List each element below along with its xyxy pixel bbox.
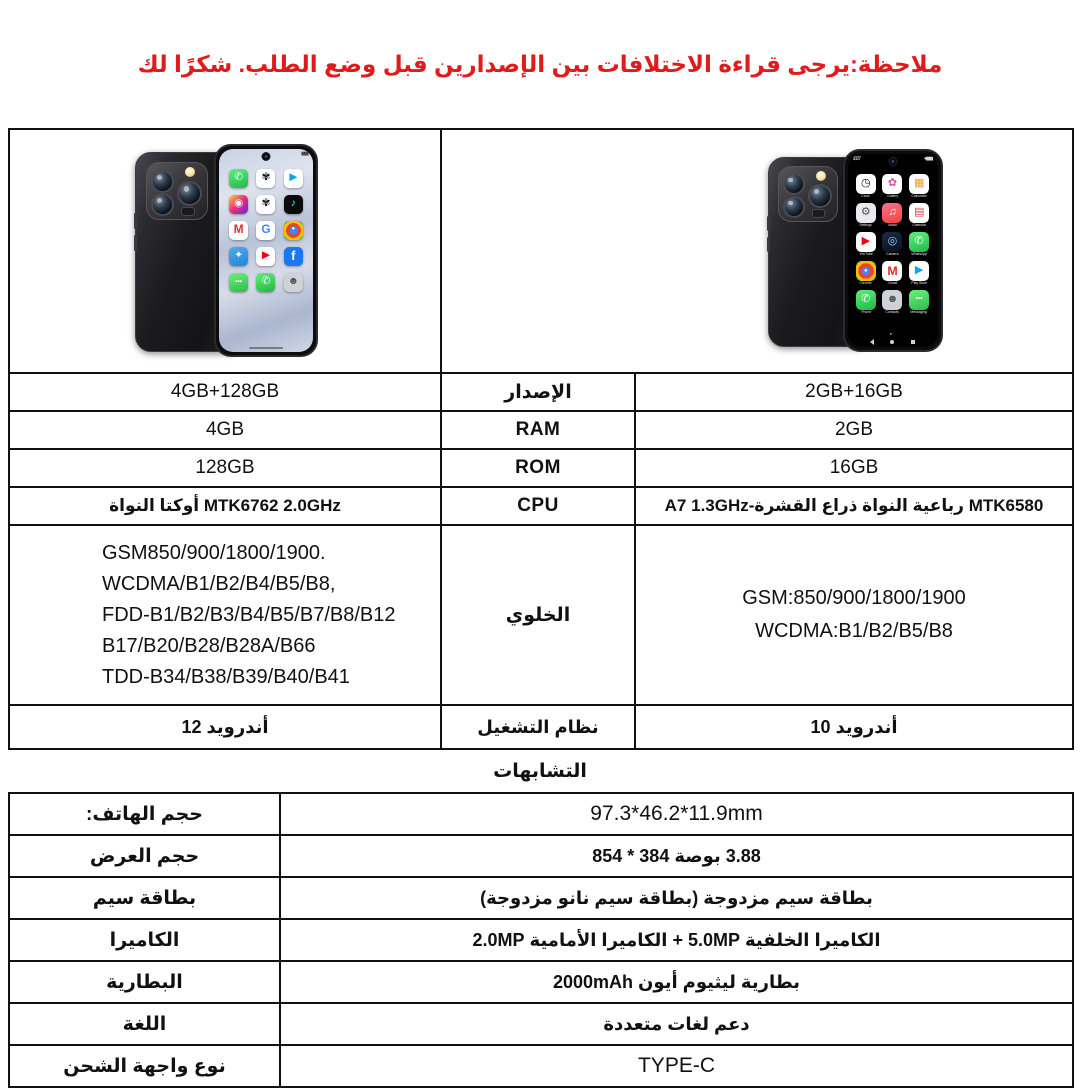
back-button-icon[interactable] <box>870 339 874 345</box>
app-item[interactable] <box>906 203 933 228</box>
app-label: YouTube <box>859 252 873 257</box>
similarity-label: حجم الهاتف: <box>9 793 280 835</box>
google-icon[interactable] <box>256 221 275 240</box>
front-camera-icon <box>262 152 271 161</box>
app-item[interactable] <box>853 174 880 199</box>
camera-island-icon <box>146 162 208 220</box>
similarities-heading: التشابهات <box>8 749 1072 793</box>
app-item[interactable] <box>906 290 933 315</box>
app-item[interactable] <box>252 221 279 240</box>
app-glyph: ◉ <box>234 197 244 209</box>
app-glyph: ♫ <box>888 206 897 219</box>
whatsapp-icon[interactable] <box>229 169 248 188</box>
cellular-left-line: FDD-B1/B2/B3/B4/B5/B7/B8/B12 <box>102 603 396 626</box>
app-glyph: ••• <box>915 295 923 303</box>
ram-right-value: 2GB <box>635 411 1073 449</box>
volume-button-icon <box>134 235 137 251</box>
similarity-label: الكاميرا <box>9 919 280 961</box>
cellular-label: الخلوي <box>441 525 635 705</box>
cpu-right-value: MTK6580 رباعية النواة ذراع القشرة-A7 1.3GHz <box>635 487 1073 525</box>
app-item[interactable] <box>252 169 279 188</box>
camera-lens-icon <box>177 181 202 206</box>
settings-icon[interactable] <box>856 203 876 223</box>
app-label: Camera <box>886 252 899 257</box>
app-item[interactable] <box>280 247 307 266</box>
similarity-value: دعم لغات متعددة <box>280 1003 1073 1045</box>
app-item[interactable] <box>225 247 252 266</box>
app-label: Music <box>888 223 897 228</box>
app-item[interactable] <box>879 232 906 257</box>
app-item[interactable] <box>906 174 933 199</box>
app-item[interactable] <box>280 273 307 292</box>
clock-icon[interactable] <box>856 174 876 194</box>
home-indicator <box>249 347 283 349</box>
camera-microphone-icon <box>181 207 195 216</box>
phone-icon[interactable] <box>856 290 876 310</box>
app-label: Clock <box>861 194 871 198</box>
table-row-version <box>9 373 1073 411</box>
messages-icon[interactable] <box>229 273 248 292</box>
rom-right-value: 16GB <box>635 449 1073 487</box>
app-glyph: ✆ <box>261 275 271 287</box>
camera-lens-icon <box>783 173 805 195</box>
app-label: Settings <box>859 223 873 228</box>
app-glyph: ✾ <box>261 171 271 183</box>
play-store-icon[interactable] <box>909 261 929 281</box>
app-glyph: ♪ <box>290 197 296 209</box>
app-item[interactable] <box>853 203 880 228</box>
app-glyph: ✆ <box>914 235 924 248</box>
app-glyph: ▶ <box>261 249 270 261</box>
app-item[interactable] <box>225 273 252 292</box>
volume-button-icon <box>767 237 770 252</box>
app-glyph: f <box>291 247 296 263</box>
similarity-value: بطارية ليثيوم أيون 2000mAh <box>280 961 1073 1003</box>
app-item[interactable] <box>225 169 252 188</box>
version-right-value: 2GB+16GB <box>635 373 1073 411</box>
similarity-value: بطاقة سيم مزدوجة (بطاقة سيم نانو مزدوجة) <box>280 877 1073 919</box>
app-glyph: ▤ <box>913 206 925 219</box>
app-item[interactable] <box>252 195 279 214</box>
app-item[interactable] <box>252 247 279 266</box>
notice-banner <box>0 0 1080 128</box>
app-glyph: ✿ <box>887 177 898 189</box>
app-glyph: ••• <box>235 277 243 285</box>
app-item[interactable] <box>225 221 252 240</box>
app-item[interactable] <box>853 261 880 286</box>
image-row-middle-spacer <box>441 129 635 373</box>
rom-label: ROM <box>441 449 635 487</box>
app-label: Chrome <box>859 281 872 286</box>
app-label: Calendar <box>912 223 927 228</box>
os-label: نظام التشغيل <box>441 705 635 749</box>
app-item[interactable] <box>906 261 933 286</box>
similarity-label: البطارية <box>9 961 280 1003</box>
table-row-os <box>9 705 1073 749</box>
table-row <box>9 1045 1073 1087</box>
table-row <box>9 961 1073 1003</box>
cpu-label: CPU <box>441 487 635 525</box>
app-label: WhatsApp <box>911 252 928 257</box>
left-app-grid <box>219 169 313 292</box>
app-item[interactable] <box>853 232 880 257</box>
app-glyph: ● <box>864 267 868 274</box>
app-item[interactable] <box>225 195 252 214</box>
app-glyph: M <box>233 223 244 237</box>
app-label: Gmail <box>888 281 897 286</box>
app-glyph: ● <box>291 226 296 233</box>
similarity-label: حجم العرض <box>9 835 280 877</box>
table-row-rom <box>9 449 1073 487</box>
left-phone-art <box>130 144 320 359</box>
volume-button-icon <box>134 213 137 229</box>
app-glyph: M <box>887 263 898 278</box>
app-item[interactable] <box>853 290 880 315</box>
left-phone-screen <box>219 149 313 352</box>
phone-icon[interactable] <box>256 273 275 292</box>
app-glyph: G <box>261 223 271 237</box>
right-phone-illustration <box>635 130 1072 372</box>
version-left-value: 4GB+128GB <box>9 373 441 411</box>
app-glyph: ▶ <box>289 171 298 183</box>
messaging-icon[interactable] <box>909 290 929 310</box>
youtube-icon[interactable] <box>256 247 275 266</box>
app-item[interactable] <box>280 195 307 214</box>
app-label: Contacts <box>885 310 900 315</box>
app-glyph: ✾ <box>261 197 271 209</box>
version-label: الإصدار <box>441 373 635 411</box>
cellular-left-line: WCDMA/B1/B2/B4/B5/B8, <box>102 572 336 595</box>
right-app-grid <box>848 174 938 315</box>
ram-left-value: 4GB <box>9 411 441 449</box>
status-icons: ▮▮▮▮ <box>300 151 308 157</box>
similarity-value: TYPE-C <box>280 1045 1073 1087</box>
music-icon[interactable] <box>882 203 902 223</box>
app-glyph: ▦ <box>913 177 925 189</box>
youtube-icon[interactable] <box>856 232 876 252</box>
app-label: Messaging <box>910 310 928 315</box>
twitter-icon[interactable] <box>229 247 248 266</box>
os-left-value: أندرويد 12 <box>9 705 441 749</box>
tiktok-icon[interactable] <box>284 195 303 214</box>
camera-lens-icon <box>151 193 174 216</box>
table-row-cellular <box>9 525 1073 705</box>
app-item[interactable] <box>252 273 279 292</box>
similarity-label: بطاقة سيم <box>9 877 280 919</box>
similarity-label: اللغة <box>9 1003 280 1045</box>
app-item[interactable] <box>879 261 906 286</box>
facebook-icon[interactable] <box>284 247 303 266</box>
app-glyph: ▶ <box>861 235 871 248</box>
volume-button-icon <box>767 216 770 231</box>
app-label: Play Store <box>911 281 928 286</box>
right-phone-front <box>843 149 943 352</box>
table-row-ram <box>9 411 1073 449</box>
whatsapp-icon[interactable] <box>909 232 929 252</box>
os-right-value: أندرويد 10 <box>635 705 1073 749</box>
similarities-table <box>8 792 1074 1088</box>
home-button-icon[interactable] <box>890 340 894 344</box>
camera-island-icon <box>778 166 838 222</box>
camera-lens-icon <box>808 184 832 208</box>
cellular-left-value <box>9 525 441 705</box>
openai-icon[interactable] <box>256 195 275 214</box>
cellular-right-line: WCDMA:B1/B2/B5/B8 <box>755 620 953 642</box>
contacts-icon[interactable] <box>284 273 303 292</box>
camera-flash-icon <box>816 171 826 181</box>
app-item[interactable] <box>280 221 307 240</box>
table-row <box>9 877 1073 919</box>
table-row-cpu <box>9 487 1073 525</box>
front-camera-icon <box>888 157 897 166</box>
app-label: Phone <box>860 310 871 315</box>
right-phone-image-cell <box>635 129 1073 373</box>
gallery-icon[interactable] <box>882 174 902 194</box>
right-phone-screen <box>848 154 938 347</box>
left-phone-image-cell <box>9 129 441 373</box>
app-item[interactable] <box>879 174 906 199</box>
camera-microphone-icon <box>812 209 825 218</box>
status-time: 16:07 <box>852 156 861 162</box>
app-item[interactable] <box>906 232 933 257</box>
table-row <box>9 835 1073 877</box>
similarities-heading-row <box>8 749 1072 793</box>
gmail-icon[interactable] <box>229 221 248 240</box>
camera-lens-icon <box>151 170 174 193</box>
app-item[interactable] <box>280 169 307 188</box>
recents-button-icon[interactable] <box>911 340 915 344</box>
similarity-label: نوع واجهة الشحن <box>9 1045 280 1087</box>
app-glyph: ▶ <box>914 264 924 277</box>
similarities-heading-table <box>8 748 1072 794</box>
contacts-icon[interactable] <box>882 290 902 310</box>
cellular-left-line: GSM850/900/1800/1900. <box>102 541 326 564</box>
cellular-right-line: GSM:850/900/1800/1900 <box>742 587 966 609</box>
product-image-row <box>9 129 1073 373</box>
app-label: Calculator <box>911 194 927 198</box>
camera-flash-icon <box>185 167 195 177</box>
chatgpt-icon[interactable] <box>256 169 275 188</box>
notice-text: ملاحظة:يرجى قراءة الاختلافات بين الإصدارين قبل وضع الطلب. شكرًا لك <box>137 50 943 77</box>
app-glyph: ✦ <box>234 249 244 261</box>
app-glyph: ◷ <box>861 177 871 189</box>
table-row <box>9 919 1073 961</box>
cpu-left-value: MTK6762 2.0GHz أوكتا النواة <box>9 487 441 525</box>
app-item[interactable] <box>879 290 906 315</box>
similarity-value: الكاميرا الخلفية 5.0MP + الكاميرا الأمامية 2.0MP <box>280 919 1073 961</box>
camera-lens-icon <box>783 196 805 218</box>
app-label: Gallery <box>887 194 898 198</box>
instagram-icon[interactable] <box>229 195 248 214</box>
left-phone-illustration <box>10 130 440 372</box>
similarity-value: 3.88 بوصة 384 * 854 <box>280 835 1073 877</box>
right-phone-art <box>763 149 945 354</box>
gmail-icon[interactable] <box>882 261 902 281</box>
app-item[interactable] <box>879 203 906 228</box>
navigation-bar <box>848 339 938 345</box>
app-glyph: ✆ <box>234 171 244 183</box>
comparison-table <box>8 128 1074 750</box>
app-glyph: ☻ <box>287 275 299 287</box>
app-glyph: ✆ <box>861 293 871 306</box>
camera-icon[interactable] <box>882 232 902 252</box>
table-row <box>9 1003 1073 1045</box>
cellular-right-value <box>635 525 1073 705</box>
play-store-icon[interactable] <box>284 169 303 188</box>
calendar-icon[interactable] <box>909 203 929 223</box>
page-dots: ●· <box>889 330 896 336</box>
app-glyph: ◎ <box>887 235 898 248</box>
chrome-icon[interactable] <box>284 221 303 240</box>
cellular-left-line: TDD-B34/B38/B39/B40/B41 <box>102 665 350 688</box>
cellular-left-line: B17/B20/B28/B28A/B66 <box>102 634 316 657</box>
ram-label: RAM <box>441 411 635 449</box>
status-icons: ▾▮▮▮▮ <box>923 156 933 162</box>
table-row <box>9 793 1073 835</box>
left-phone-front <box>214 144 318 357</box>
similarity-value: 97.3*46.2*11.9mm <box>280 793 1073 835</box>
chrome-icon[interactable] <box>856 261 876 281</box>
app-glyph: ☻ <box>886 293 899 306</box>
app-glyph: ⚙ <box>860 206 871 219</box>
rom-left-value: 128GB <box>9 449 441 487</box>
calculator-icon[interactable] <box>909 174 929 194</box>
